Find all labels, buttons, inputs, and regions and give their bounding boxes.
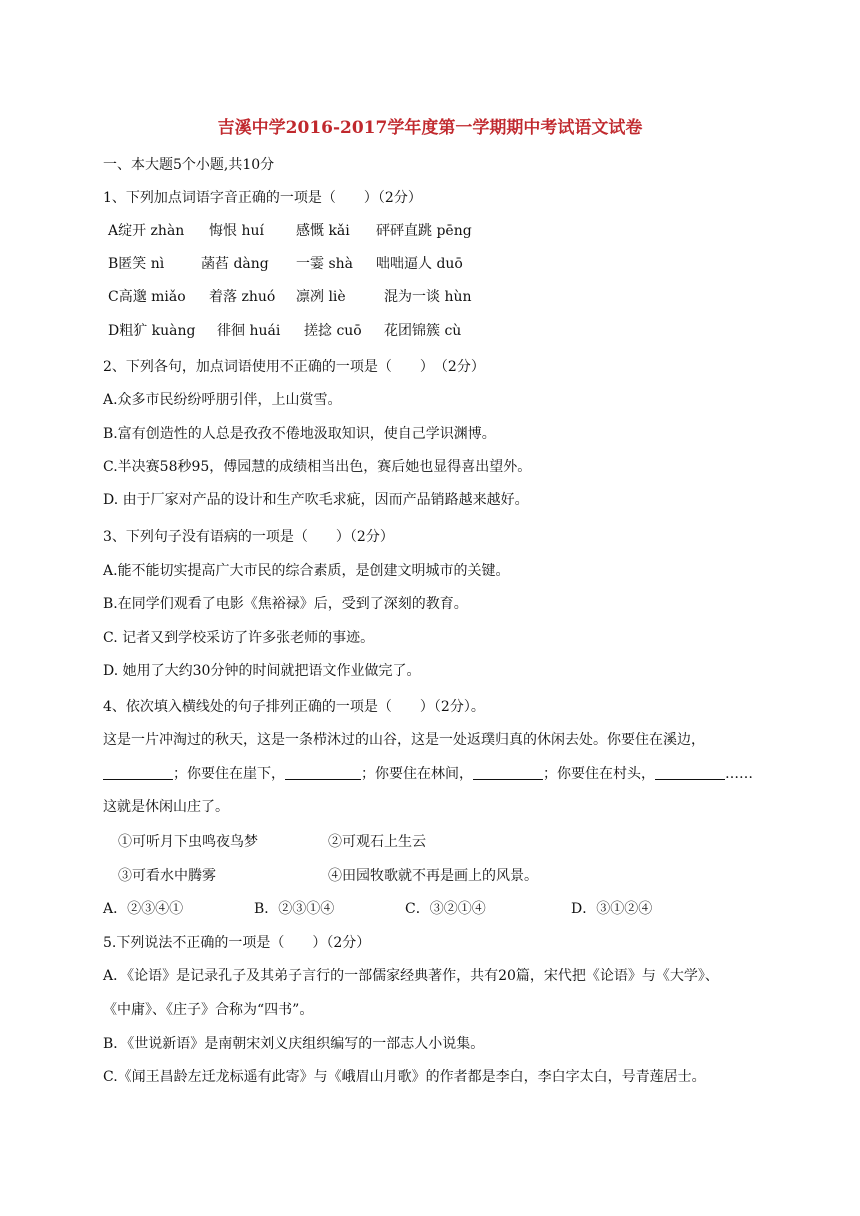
q4-passage-segment-b: ；你要住在林间， xyxy=(361,766,473,782)
fill-blank-4[interactable] xyxy=(655,765,725,780)
q1-c-word-2: 着落 zhuó xyxy=(209,289,276,305)
q1-b-word-2: 菡萏 dàng xyxy=(201,256,269,272)
q4-sentence-2: ②可观石上生云 xyxy=(328,834,426,850)
q1-c-word-4: 混为一谈 hùn xyxy=(384,289,472,305)
q4-choice-b: B．②③①④ xyxy=(254,901,335,917)
q3-option-c: C. 记者又到学校采访了许多张老师的事迹。 xyxy=(103,630,375,646)
exam-title: 吉溪中学2016-2017学年度第一学期期中考试语文试卷 xyxy=(217,118,643,138)
q4-sentence-1: ①可听月下虫鸣夜鸟梦 xyxy=(118,834,258,850)
q3-stem: 3、下列句子没有语病的一项是（ ）（2分） xyxy=(103,529,394,545)
q4-passage-segment-c: ；你要住在村头， xyxy=(543,766,655,782)
q4-sentence-4: ④田园牧歌就不再是画上的风景。 xyxy=(328,868,538,884)
q1-b-word-1: B匿笑 nì xyxy=(108,256,165,272)
q3-option-b: B.在同学们观看了电影《焦裕禄》后，受到了深刻的教育。 xyxy=(103,596,468,612)
q1-d-word-4: 花团锦簇 cù xyxy=(384,323,462,339)
q4-choice-c: C．③②①④ xyxy=(405,901,486,917)
q4-passage-line-2 xyxy=(103,764,753,784)
q1-a-word-1: A绽开 zhàn xyxy=(108,223,185,239)
q2-option-d: D. 由于厂家对产品的设计和生产吹毛求疵，因而产品销路越来越好。 xyxy=(103,492,529,508)
q4-passage-segment-d: …… xyxy=(725,766,753,782)
fill-blank-2[interactable] xyxy=(285,765,361,780)
q2-option-b: B.富有创造性的人总是孜孜不倦地汲取知识，使自己学识渊博。 xyxy=(103,426,496,442)
q3-option-a: A.能不能切实提高广大市民的综合素质，是创建文明城市的关键。 xyxy=(103,563,510,579)
q1-d-word-1: D粗犷 kuàng xyxy=(108,323,196,339)
fill-blank-1[interactable] xyxy=(103,765,173,780)
q1-c-word-1: C高邈 miǎo xyxy=(108,289,186,305)
q4-choice-a: A．②③④① xyxy=(103,901,184,917)
q5-option-b: B．《世说新语》是南朝宋刘义庆组织编写的一部志人小说集。 xyxy=(103,1036,485,1052)
q2-option-c: C.半决赛58秒95，傅园慧的成绩相当出色，赛后她也显得喜出望外。 xyxy=(103,459,532,475)
q2-option-a: A.众多市民纷纷呼朋引伴，上山赏雪。 xyxy=(103,392,342,408)
q4-passage-segment-a: ；你要住在崖下， xyxy=(173,766,285,782)
q2-stem: 2、下列各句，加点词语使用不正确的一项是（ ） （2分） xyxy=(103,359,485,375)
q1-c-word-3: 凛冽 liè xyxy=(296,289,346,305)
q5-option-a-line-1: A．《论语》是记录孔子及其弟子言行的一部儒家经典著作，共有20篇，宋代把《论语》与《大学》、 xyxy=(103,968,719,984)
q5-stem: 5.下列说法不正确的一项是（ ）（2分） xyxy=(103,935,371,951)
fill-blank-3[interactable] xyxy=(473,765,543,780)
q4-stem: 4、依次填入横线处的句子排列正确的一项是（ ）（2分）。 xyxy=(103,699,485,715)
q5-option-c: C.《闻王昌龄左迁龙标遥有此寄》与《峨眉山月歌》的作者都是李白，李白字太白，号青莲居士。 xyxy=(103,1069,706,1085)
q4-sentence-3: ③可看水中腾雾 xyxy=(118,868,216,884)
q1-stem: 1、下列加点词语字音正确的一项是（ ）（2分） xyxy=(103,190,422,206)
q4-passage-line-3: 这就是休闲山庄了。 xyxy=(103,799,229,815)
q1-a-word-3: 感慨 kǎi xyxy=(296,223,350,239)
q4-passage-line-1: 这是一片冲淘过的秋天，这是一条栉沐过的山谷，这是一处返璞归真的休闲去处。你要住在溪边， xyxy=(103,732,705,748)
q1-d-word-3: 搓捻 cuō xyxy=(304,323,362,339)
section-heading: 一、本大题5个小题,共10分 xyxy=(103,157,275,173)
q3-option-d: D. 她用了大约30分钟的时间就把语文作业做完了。 xyxy=(103,663,421,679)
q1-b-word-3: 一霎 shà xyxy=(296,256,353,272)
q4-choice-d: D．③①②④ xyxy=(571,901,653,917)
q1-a-word-2: 悔恨 huí xyxy=(209,223,264,239)
q1-a-word-4: 砰砰直跳 pēng xyxy=(376,223,472,239)
q1-b-word-4: 咄咄逼人 duō xyxy=(376,256,463,272)
q1-d-word-2: 徘徊 huái xyxy=(217,323,281,339)
q5-option-a-line-2: 《中庸》、《庄子》合称为“四书”。 xyxy=(103,1002,314,1018)
